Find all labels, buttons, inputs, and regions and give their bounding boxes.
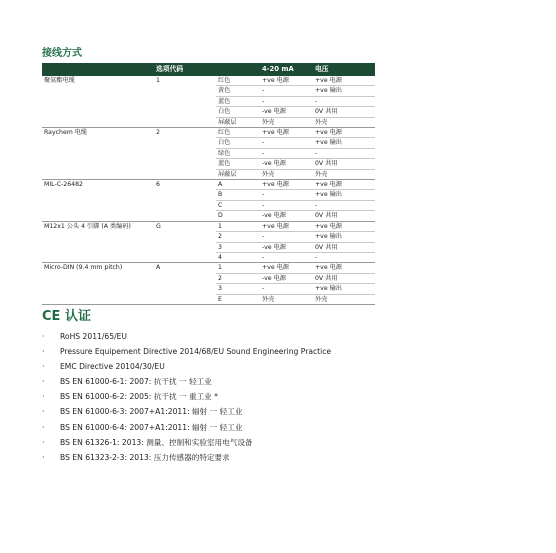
current-output-cell: +ve 电源 [260,180,313,190]
voltage-output-cell: +ve 输出 [313,232,375,242]
wiring-section-title: 接线方式 [42,48,82,59]
current-output-cell: 外壳 [260,117,313,127]
table-row [42,148,375,158]
option-code-cell [154,86,216,96]
option-code-cell: A [156,264,161,272]
table-row [42,159,375,169]
ce-standard-text: BS EN 61000-6-1: 2007: 抗干扰 一 轻工业 [60,377,212,387]
current-output-cell: - [260,96,313,106]
current-output-cell: -ve 电源 [260,242,313,252]
table-row [42,200,375,210]
option-code-cell [154,284,216,294]
pin-cell: 4 [216,252,260,262]
table-row [42,96,375,106]
voltage-output-cell: +ve 输出 [313,138,375,148]
option-code-cell [154,200,216,210]
voltage-output-cell: +ve 输出 [313,190,375,200]
cable-type-cell: 聚氨酯电缆 [44,77,75,84]
ce-standard-text: BS EN 61000-6-4: 2007+A1:2011: 辐射 一 轻工业 [60,422,243,432]
wiring-table-body [42,76,375,304]
table-row [42,294,375,304]
list-item [42,374,331,389]
header-cable [42,63,154,76]
pin-cell: 1 [216,263,260,273]
cable-type-cell [42,169,154,179]
list-item [42,329,331,344]
option-code-cell [154,190,216,200]
pin-cell: 白色 [216,138,260,148]
pin-cell: 红色 [216,128,260,138]
voltage-output-cell: +ve 电源 [313,221,375,231]
table-row [42,76,375,86]
voltage-output-cell: +ve 电源 [313,180,375,190]
header-pin [216,63,260,76]
wiring-table-header [42,63,375,76]
option-code-cell [154,96,216,106]
cable-type-cell [42,190,154,200]
header-4-20ma: 4-20 mA [260,63,313,76]
pin-cell: 3 [216,242,260,252]
option-code-cell [154,148,216,158]
table-row [42,242,375,252]
cable-type-cell [42,232,154,242]
option-code-cell [154,117,216,127]
current-output-cell: +ve 电源 [260,221,313,231]
voltage-output-cell: +ve 电源 [313,263,375,273]
pin-cell: C [216,200,260,210]
option-code-cell [154,107,216,117]
list-item [42,420,331,435]
option-code-cell [154,273,216,283]
voltage-output-cell: +ve 输出 [313,86,375,96]
cable-type-cell: MIL-C-26482 [44,181,83,189]
voltage-output-cell: +ve 电源 [313,128,375,138]
option-code-cell: 2 [156,129,160,137]
cable-type-cell: Raychem 电缆 [44,129,88,137]
option-code-cell: 1 [156,77,160,84]
list-item [42,389,331,404]
table-row [42,211,375,221]
bullet-icon: · [42,347,45,357]
current-output-cell: - [260,200,313,210]
table-row [42,190,375,200]
table-row [42,284,375,294]
cable-type-cell [42,148,154,158]
ce-standard-text: BS EN 61323-2-3: 2013: 压力传感器的特定要求 [60,452,230,462]
voltage-output-cell: 外壳 [313,117,375,127]
option-code-cell [154,294,216,304]
bullet-icon: · [42,437,45,447]
option-code-cell [154,169,216,179]
ce-standard-text: BS EN 61326-1: 2013: 测量、控制和实验室用电气设备 [60,437,253,447]
cable-type-cell: M12x1 公头 4 引脚 (A 类编码) [44,222,131,230]
list-item [42,344,331,359]
wiring-table [42,63,375,305]
current-output-cell: +ve 电源 [260,128,313,138]
table-row [42,252,375,262]
current-output-cell: - [260,86,313,96]
voltage-output-cell: +ve 输出 [313,284,375,294]
pin-cell: 白色 [216,107,260,117]
pin-cell: 蓝色 [216,159,260,169]
table-row [42,263,375,273]
cable-type-cell [42,252,154,262]
current-output-cell: -ve 电源 [260,211,313,221]
cable-type-cell [42,117,154,127]
voltage-output-cell: - [313,96,375,106]
option-code-cell: 6 [156,181,160,189]
header-voltage: 电压 [313,63,375,76]
option-code-cell [154,232,216,242]
cable-type-cell [42,86,154,96]
cable-type-cell [42,138,154,148]
table-row [42,273,375,283]
table-row [42,232,375,242]
option-code-cell: G [156,222,161,230]
voltage-output-cell: 0V 共用 [313,107,375,117]
table-row [42,169,375,179]
pin-cell: 3 [216,284,260,294]
bullet-icon: · [42,407,45,417]
header-option-code: 选项代码 [154,63,216,76]
ce-certification-list [42,329,331,465]
table-row [42,128,375,138]
voltage-output-cell: 外壳 [313,294,375,304]
current-output-cell: +ve 电源 [260,263,313,273]
pin-cell: D [216,211,260,221]
ce-standard-text: BS EN 61000-6-2: 2005: 抗干扰 一 重工业 * [60,392,218,402]
pin-cell: 2 [216,232,260,242]
pin-cell: 绿色 [216,148,260,158]
current-output-cell: -ve 电源 [260,159,313,169]
list-item [42,450,331,465]
current-output-cell: 外壳 [260,294,313,304]
current-output-cell: - [260,148,313,158]
pin-cell: B [216,190,260,200]
list-item [42,359,331,374]
bullet-icon: · [42,422,45,432]
pin-cell: A [216,180,260,190]
option-code-cell [154,159,216,169]
current-output-cell: 外壳 [260,169,313,179]
bullet-icon: · [42,362,45,372]
current-output-cell: -ve 电源 [260,107,313,117]
cable-type-cell [42,242,154,252]
voltage-output-cell: - [313,252,375,262]
current-output-cell: - [260,252,313,262]
cable-type-cell [42,107,154,117]
option-code-cell [154,211,216,221]
voltage-output-cell: 外壳 [313,169,375,179]
cable-type-cell [42,96,154,106]
pin-cell: 红色 [216,76,260,86]
voltage-output-cell: 0V 共用 [313,242,375,252]
cable-type-cell [42,294,154,304]
cable-type-cell [42,273,154,283]
bullet-icon: · [42,377,45,387]
list-item [42,435,331,450]
voltage-output-cell: 0V 共用 [313,159,375,169]
voltage-output-cell: +ve 电源 [313,76,375,86]
voltage-output-cell: - [313,200,375,210]
option-code-cell [154,242,216,252]
cable-type-cell [42,211,154,221]
current-output-cell: -ve 电源 [260,273,313,283]
table-row [42,107,375,117]
bullet-icon: · [42,392,45,402]
cable-type-cell: Micro-DIN (9.4 mm pitch) [44,264,123,272]
table-row [42,180,375,190]
option-code-cell [154,252,216,262]
current-output-cell: - [260,138,313,148]
pin-cell: 蓝色 [216,96,260,106]
voltage-output-cell: 0V 共用 [313,211,375,221]
pin-cell: E [216,294,260,304]
pin-cell: 屏蔽层 [216,169,260,179]
pin-cell: 2 [216,273,260,283]
pin-cell: 屏蔽层 [216,117,260,127]
ce-standard-text: Pressure Equipement Directive 2014/68/EU Sound Engineering Practice [60,347,332,357]
current-output-cell: - [260,190,313,200]
table-row [42,138,375,148]
cable-type-cell [42,284,154,294]
bullet-icon: · [42,332,45,341]
ce-standard-text: BS EN 61000-6-3: 2007+A1:2011: 辐射 一 轻工业 [60,407,243,417]
bullet-icon: · [42,452,45,462]
option-code-cell [154,138,216,148]
current-output-cell: - [260,232,313,242]
table-row [42,86,375,96]
table-row [42,221,375,231]
pin-cell: 黄色 [216,86,260,96]
cable-type-cell [42,159,154,169]
list-item [42,404,331,419]
voltage-output-cell: 0V 共用 [313,273,375,283]
ce-standard-text: EMC Directive 20104/30/EU [60,362,165,372]
cable-type-cell [42,200,154,210]
voltage-output-cell: - [313,148,375,158]
current-output-cell: +ve 电源 [260,76,313,86]
ce-standard-text: RoHS 2011/65/EU [60,332,127,341]
ce-section-title: CE 认证 [42,309,91,324]
pin-cell: 1 [216,221,260,231]
current-output-cell: - [260,284,313,294]
table-row [42,117,375,127]
